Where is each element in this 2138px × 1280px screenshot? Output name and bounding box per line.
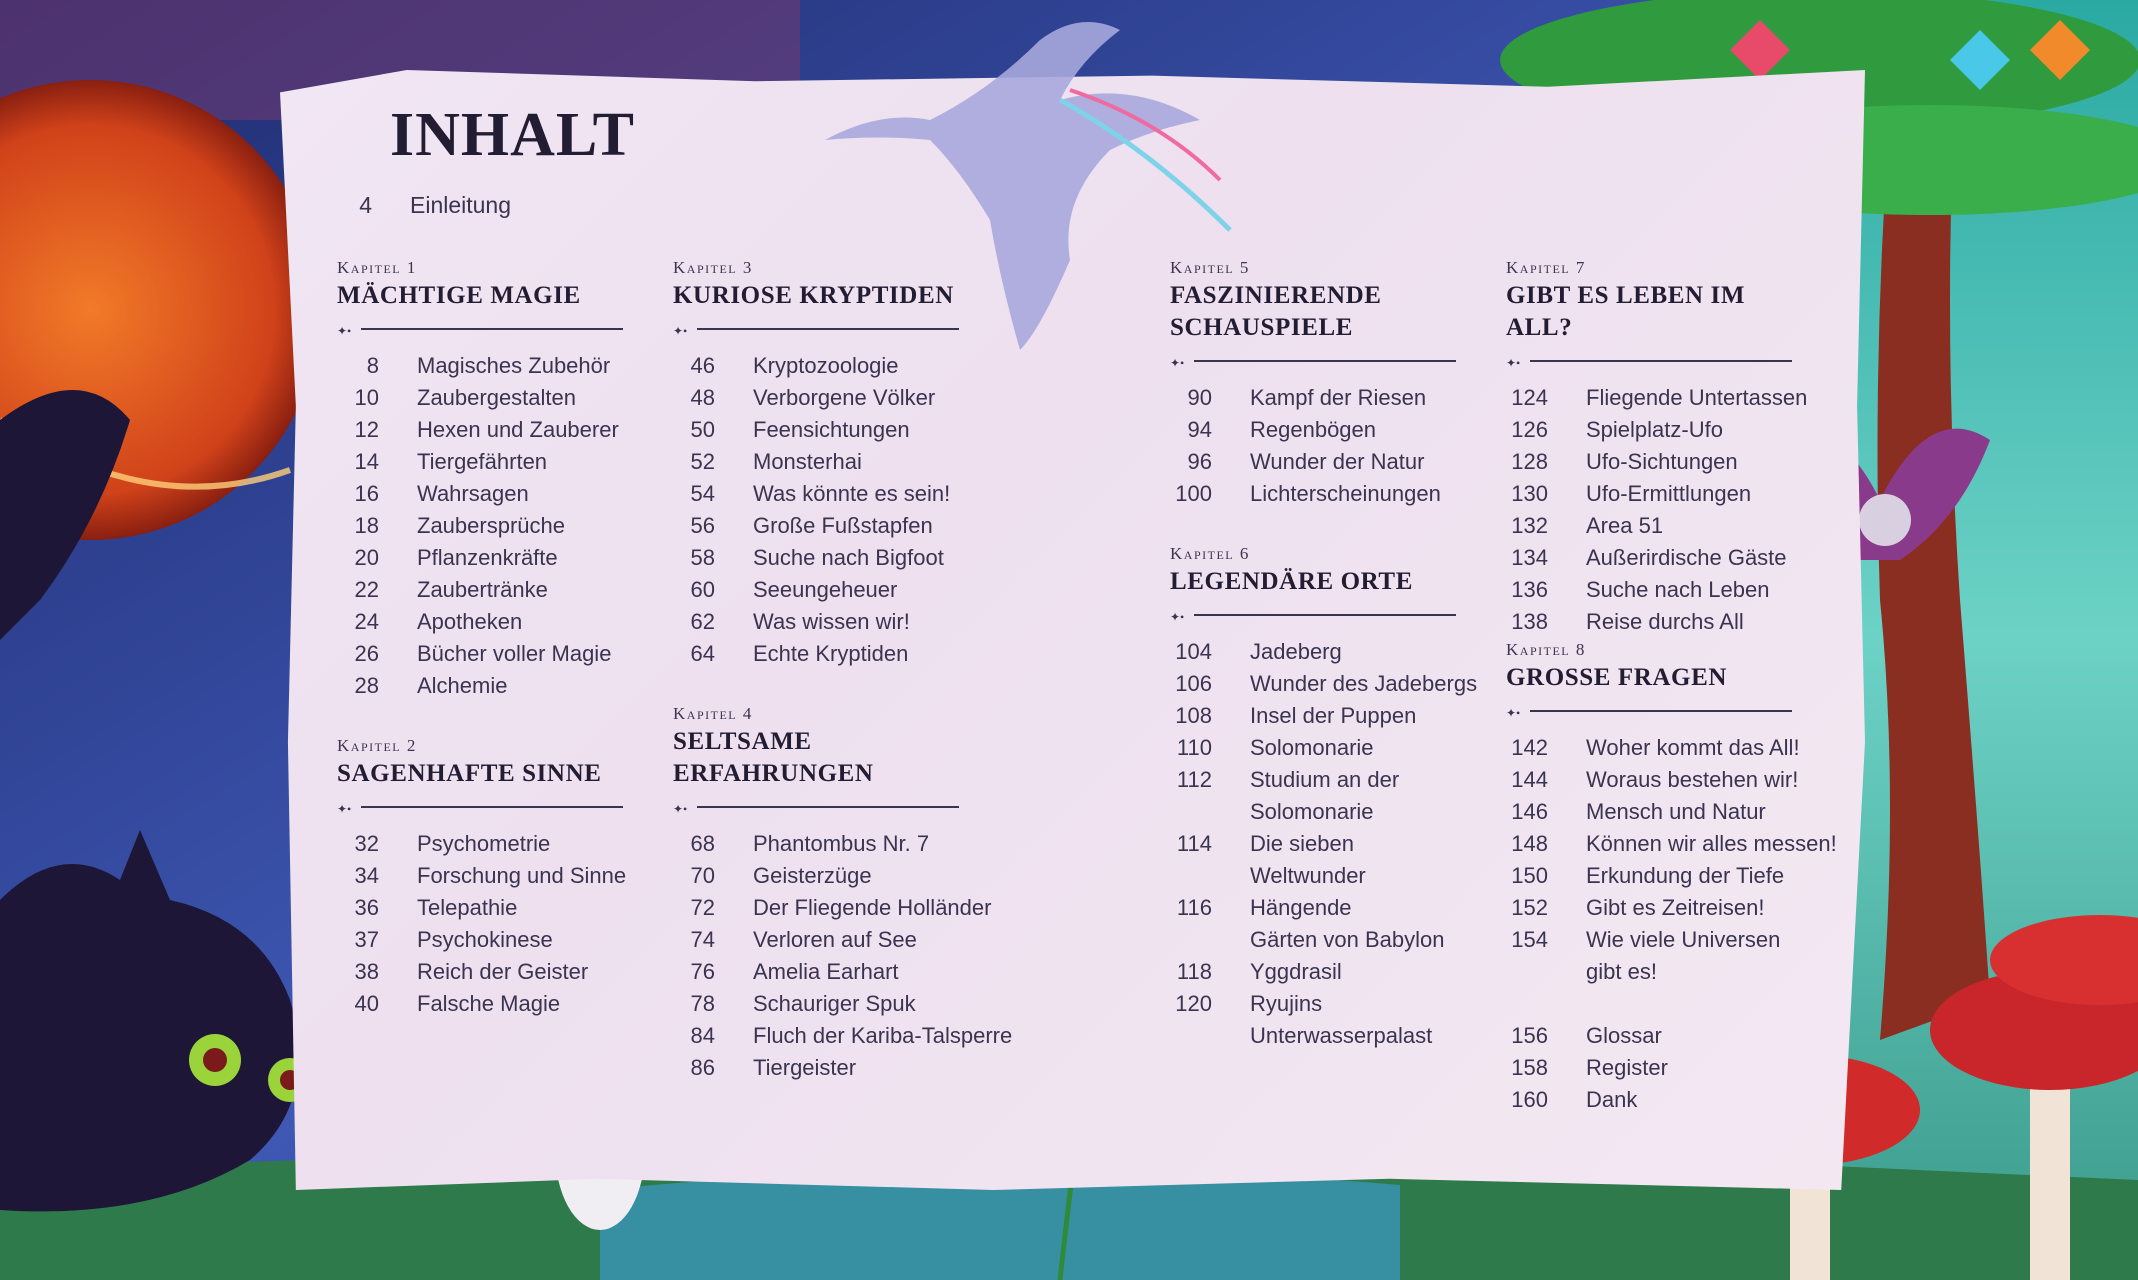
page-number (1170, 796, 1212, 828)
entry-label: Gärten von Babylon (1250, 927, 1445, 952)
entry-list (337, 350, 637, 702)
entry-label: Yggdrasil (1250, 959, 1342, 984)
entry-label: Alchemie (417, 673, 508, 698)
page-number: 72 (690, 895, 715, 920)
page-number (1170, 924, 1212, 956)
entry-label: Pflanzenkräfte (417, 545, 558, 570)
toc-entry[interactable] (1506, 478, 1806, 510)
toc-entry[interactable] (1170, 924, 1470, 956)
toc-entry[interactable] (337, 478, 637, 510)
page-number: 100 (1175, 481, 1212, 506)
page-number: 70 (690, 863, 715, 888)
entry-label: Einleitung (410, 192, 512, 218)
page-number: 108 (1175, 703, 1212, 728)
page-number: 37 (354, 927, 379, 952)
entry-label: Weltwunder (1250, 863, 1366, 888)
toc-entry[interactable] (673, 924, 973, 956)
toc-entry[interactable] (337, 606, 637, 638)
page-number: 134 (1511, 545, 1548, 570)
entry-label: Ryujins (1250, 991, 1323, 1016)
entry-label: Monsterhai (753, 449, 862, 474)
entry-label: Solomonarie (1250, 799, 1374, 824)
entry-label: Tiergeister (753, 1055, 857, 1080)
entry-label: Woraus bestehen wir! (1586, 767, 1799, 792)
chapter-2 (337, 736, 637, 1020)
entry-label: Wunder des Jadebergs (1250, 671, 1478, 696)
entry-label: Telepathie (417, 895, 518, 920)
toc-entry[interactable] (337, 350, 637, 382)
page-number: 146 (1511, 799, 1548, 824)
entry-label: Zaubergestalten (417, 385, 576, 410)
toc-entry[interactable] (1506, 606, 1806, 638)
toc-column-2 (673, 258, 973, 670)
toc-entry[interactable] (337, 510, 637, 542)
entry-list (1506, 732, 1837, 988)
entry-label: Forschung und Sinne (417, 863, 627, 888)
entry-label: Lichterscheinungen (1250, 481, 1441, 506)
entry-label: Große Fußstapfen (753, 513, 933, 538)
toc-entry[interactable] (337, 542, 637, 574)
toc-entry[interactable] (1506, 860, 1806, 892)
svg-text:✦•: ✦• (337, 324, 352, 338)
entry-label: Glossar (1586, 1023, 1662, 1048)
page-number: 8 (366, 353, 379, 378)
toc-entry[interactable] (1506, 542, 1806, 574)
entry-label: Tiergefährten (417, 449, 548, 474)
page-number: 76 (690, 959, 715, 984)
toc-column-3 (1170, 258, 1470, 510)
toc-entry[interactable] (1506, 796, 1806, 828)
entry-label: Reich der Geister (417, 959, 589, 984)
page-number (1170, 1020, 1212, 1052)
entry-label: Der Fliegende Holländer (753, 895, 992, 920)
page-number: 148 (1511, 831, 1548, 856)
entry-label: Magisches Zubehör (417, 353, 611, 378)
page-number: 40 (354, 991, 379, 1016)
page-number: 142 (1511, 735, 1548, 760)
chapter-7 (1506, 258, 1806, 638)
toc-column-4b (1506, 640, 1837, 1116)
entry-list (1170, 382, 1470, 510)
toc-entry[interactable] (337, 988, 637, 1020)
entry-list (1170, 636, 1478, 1052)
entry-label: Mensch und Natur (1586, 799, 1766, 824)
chapter-label: Kapitel 7 (1506, 258, 1586, 277)
chapter-4 (673, 704, 1013, 1084)
entry-label: Apotheken (417, 609, 523, 634)
page-number: 24 (354, 609, 379, 634)
entry-label: Amelia Earhart (753, 959, 899, 984)
toc-entry[interactable] (673, 350, 973, 382)
svg-text:✦•: ✦• (1170, 610, 1185, 624)
page-number: 118 (1176, 959, 1212, 984)
page-number: 78 (690, 991, 715, 1016)
page-number: 28 (354, 673, 379, 698)
toc-entry[interactable] (1506, 414, 1806, 446)
page-number: 22 (354, 577, 379, 602)
intro-entry[interactable] (330, 192, 511, 219)
toc-entry[interactable] (1506, 732, 1806, 764)
entry-label: Was könnte es sein! (753, 481, 951, 506)
entry-label: Studium an der (1250, 767, 1400, 792)
page-number: 112 (1176, 767, 1212, 792)
entry-label: Feensichtungen (753, 417, 910, 442)
page-number: 154 (1511, 927, 1548, 952)
entry-list (1506, 382, 1806, 638)
svg-text:✦•: ✦• (1506, 356, 1521, 370)
page-number: 130 (1511, 481, 1548, 506)
entry-label: Echte Kryptiden (753, 641, 909, 666)
page-number: 106 (1175, 671, 1212, 696)
page-number: 156 (1511, 1023, 1548, 1048)
chapter-label: Kapitel 6 (1170, 544, 1250, 563)
toc-entry[interactable] (1170, 446, 1470, 478)
entry-label: gibt es! (1586, 959, 1657, 984)
entry-label: Zaubertränke (417, 577, 548, 602)
page-number: 152 (1511, 895, 1548, 920)
chapter-title: GIBT ES LEBEN IM ALL? (1506, 282, 1746, 341)
toc-entry[interactable] (1170, 382, 1470, 414)
toc-entry[interactable] (1170, 668, 1478, 700)
page-number: 90 (1187, 385, 1212, 410)
page-number: 64 (690, 641, 715, 666)
page-number: 138 (1511, 609, 1548, 634)
entry-label: Spielplatz-Ufo (1586, 417, 1723, 442)
entry-label: Seeungeheuer (753, 577, 898, 602)
page-number: 20 (354, 545, 379, 570)
entry-label: Erkundung der Tiefe (1586, 863, 1785, 888)
svg-text:✦•: ✦• (337, 802, 352, 816)
entry-label: Reise durchs All (1586, 609, 1744, 634)
entry-list (337, 828, 637, 1020)
toc-entry[interactable] (337, 956, 637, 988)
page-number: 26 (354, 641, 379, 666)
entry-label: Unterwasserpalast (1250, 1023, 1433, 1048)
page-number: 114 (1176, 831, 1212, 856)
page-number: 150 (1511, 863, 1548, 888)
svg-text:✦•: ✦• (1170, 356, 1185, 370)
toc-entry[interactable] (1170, 988, 1470, 1020)
toc-entry[interactable] (673, 1052, 973, 1084)
entry-label: Zaubersprüche (417, 513, 565, 538)
toc-column-4 (1506, 258, 1806, 638)
toc-entry[interactable] (1506, 446, 1806, 478)
chapter-label: Kapitel 8 (1506, 640, 1586, 659)
page-number: 124 (1511, 385, 1548, 410)
page-number: 4 (359, 192, 372, 218)
page-number: 56 (690, 513, 715, 538)
page-number: 52 (690, 449, 715, 474)
toc-column-1b (337, 736, 637, 1020)
page-number: 34 (354, 863, 379, 888)
toc-entry[interactable] (1170, 1020, 1470, 1052)
chapter-title: FASZINIERENDE (1170, 282, 1382, 309)
page-number: 36 (354, 895, 379, 920)
entry-label: Verborgene Völker (753, 385, 936, 410)
entry-label: Phantombus Nr. 7 (753, 831, 930, 856)
page-title: INHALT (390, 101, 635, 169)
page-number: 132 (1511, 513, 1548, 538)
chapter-label: Kapitel 2 (337, 736, 417, 755)
entry-label: Können wir alles messen! (1586, 831, 1837, 856)
entry-label: Verloren auf See (753, 927, 917, 952)
toc-entry[interactable] (673, 606, 973, 638)
entry-label: Hexen und Zauberer (417, 417, 619, 442)
page-number: 144 (1511, 767, 1548, 792)
toc-entry[interactable] (1170, 764, 1470, 796)
entry-label: Regenbögen (1250, 417, 1377, 442)
toc-entry[interactable] (1170, 956, 1470, 988)
chapter-3 (673, 258, 973, 670)
entry-label: Fluch der Kariba-Talsperre (753, 1023, 1013, 1048)
chapter-title: SAGENHAFTE SINNE (337, 760, 602, 787)
chapter-title: KURIOSE KRYPTIDEN (673, 282, 954, 309)
page-number: 10 (354, 385, 379, 410)
ornament-divider (673, 796, 973, 818)
toc-column-1 (337, 258, 637, 702)
page-number: 12 (354, 417, 379, 442)
entry-label: Register (1586, 1055, 1668, 1080)
toc-column-2b (673, 704, 1013, 1084)
ornament-divider (1170, 604, 1470, 626)
page-number: 104 (1175, 639, 1212, 664)
entry-label: Psychokinese (417, 927, 553, 952)
entry-label: Hängende (1250, 895, 1352, 920)
entry-label: Gibt es Zeitreisen! (1586, 895, 1765, 920)
toc-entry[interactable] (337, 860, 637, 892)
ornament-divider (673, 318, 973, 340)
toc-entry[interactable] (1506, 764, 1806, 796)
entry-list (673, 828, 1013, 1084)
toc-entry[interactable] (673, 828, 973, 860)
appendix-list (1506, 1020, 1806, 1116)
page-number: 160 (1511, 1087, 1548, 1112)
toc-entry[interactable] (1170, 636, 1470, 668)
page-number: 94 (1187, 417, 1212, 442)
entry-label: Schauriger Spuk (753, 991, 916, 1016)
toc-entry[interactable] (673, 988, 973, 1020)
entry-label: Geisterzüge (753, 863, 872, 888)
ornament-divider (1506, 700, 1806, 722)
toc-entry[interactable] (1506, 924, 1806, 956)
page-number: 96 (1187, 449, 1212, 474)
toc-entry[interactable] (337, 574, 637, 606)
entry-label: Bücher voller Magie (417, 641, 612, 666)
toc-entry[interactable] (1170, 414, 1470, 446)
entry-label: Psychometrie (417, 831, 551, 856)
toc-entry[interactable] (1170, 796, 1470, 828)
toc-entry[interactable] (1506, 892, 1806, 924)
toc-entry[interactable] (1170, 828, 1470, 860)
page-number: 32 (354, 831, 379, 856)
page-number (1506, 956, 1548, 988)
entry-label: Kryptozoologie (753, 353, 899, 378)
entry-label: Falsche Magie (417, 991, 561, 1016)
toc-entry[interactable] (1506, 1084, 1806, 1116)
page-number: 14 (354, 449, 379, 474)
entry-label: Solomonarie (1250, 735, 1374, 760)
page-number: 62 (690, 609, 715, 634)
entry-label: Außerirdische Gäste (1586, 545, 1787, 570)
toc-entry[interactable] (337, 638, 637, 670)
toc-entry[interactable] (337, 892, 637, 924)
page-number: 116 (1176, 895, 1212, 920)
entry-label: Wunder der Natur (1250, 449, 1425, 474)
toc-entry[interactable] (673, 892, 992, 924)
toc-entry[interactable] (673, 860, 973, 892)
svg-text:✦•: ✦• (1506, 706, 1521, 720)
entry-label: Jadeberg (1250, 639, 1342, 664)
toc-entry[interactable] (337, 414, 637, 446)
toc-entry[interactable] (1506, 828, 1837, 860)
toc-entry[interactable] (1506, 382, 1806, 414)
entry-label: Wie viele Universen (1586, 927, 1781, 952)
entry-label: Die sieben (1250, 831, 1354, 856)
toc-entry[interactable] (673, 1020, 1013, 1052)
ornament-divider (337, 796, 637, 818)
chapter-title: GROSSE FRAGEN (1506, 664, 1728, 691)
page-number: 60 (690, 577, 715, 602)
entry-label: Ufo-Ermittlungen (1586, 481, 1752, 506)
page-number: 74 (690, 927, 715, 952)
page-number: 58 (690, 545, 715, 570)
entry-label: Area 51 (1586, 513, 1664, 538)
entry-label: Woher kommt das All! (1586, 735, 1800, 760)
entry-label: Insel der Puppen (1250, 703, 1417, 728)
toc-entry[interactable] (673, 956, 973, 988)
toc-entry[interactable] (673, 510, 973, 542)
ornament-divider (1170, 350, 1470, 372)
toc-entry[interactable] (673, 478, 973, 510)
page-number: 18 (354, 513, 379, 538)
chapter-label: Kapitel 4 (673, 704, 753, 723)
toc-entry[interactable] (1170, 892, 1470, 924)
entry-label: Suche nach Bigfoot (753, 545, 944, 570)
page-number: 110 (1176, 735, 1212, 760)
toc-entry[interactable] (1506, 1020, 1806, 1052)
toc-entry[interactable] (1170, 732, 1470, 764)
toc-entry[interactable] (1506, 510, 1806, 542)
entry-label: Kampf der Riesen (1250, 385, 1427, 410)
page-number: 16 (354, 481, 379, 506)
chapter-title: SELTSAME ERFAHRUNGEN (673, 728, 874, 787)
toc-column-3b (1170, 544, 1478, 1052)
chapter-label: Kapitel 3 (673, 258, 753, 277)
chapter-label: Kapitel 5 (1170, 258, 1250, 277)
page-number: 38 (354, 959, 379, 984)
page-number: 120 (1175, 991, 1212, 1016)
ornament-divider (1506, 350, 1806, 372)
toc-entry[interactable] (337, 382, 637, 414)
toc-entry[interactable] (1506, 956, 1806, 988)
chapter-title: LEGENDÄRE ORTE (1170, 568, 1413, 595)
page-number: 84 (690, 1023, 715, 1048)
toc-entry[interactable] (673, 382, 973, 414)
chapter-6 (1170, 544, 1478, 1052)
toc-entry[interactable] (1506, 574, 1806, 606)
toc-entry[interactable] (337, 828, 637, 860)
svg-text:✦•: ✦• (673, 802, 688, 816)
chapter-title-line-2: SCHAUSPIELE (1170, 314, 1354, 341)
page-number: 54 (690, 481, 715, 506)
toc-entry[interactable] (1170, 478, 1470, 510)
chapter-1 (337, 258, 637, 702)
toc-entry[interactable] (1506, 1052, 1806, 1084)
page-number (1170, 860, 1212, 892)
entry-label: Dank (1586, 1087, 1638, 1112)
chapter-label: Kapitel 1 (337, 258, 417, 277)
entry-label: Fliegende Untertassen (1586, 385, 1808, 410)
entry-list (673, 350, 973, 670)
entry-label: Wahrsagen (417, 481, 529, 506)
page-number: 48 (690, 385, 715, 410)
toc-entry[interactable] (337, 670, 637, 702)
toc-entry[interactable] (1170, 860, 1470, 892)
entry-label: Suche nach Leben (1586, 577, 1770, 602)
page-number: 126 (1511, 417, 1548, 442)
page-number: 46 (690, 353, 715, 378)
page-number: 136 (1511, 577, 1548, 602)
page-number: 158 (1511, 1055, 1548, 1080)
page-number: 86 (690, 1055, 715, 1080)
toc-entry[interactable] (337, 924, 637, 956)
page-number: 68 (690, 831, 715, 856)
svg-text:✦•: ✦• (673, 324, 688, 338)
page-number: 128 (1511, 449, 1548, 474)
chapter-8 (1506, 640, 1837, 1116)
toc-entry[interactable] (337, 446, 637, 478)
toc-entry[interactable] (673, 638, 973, 670)
toc-entry[interactable] (673, 574, 973, 606)
toc-entry[interactable] (673, 414, 973, 446)
toc-entry[interactable] (673, 542, 973, 574)
toc-entry[interactable] (673, 446, 973, 478)
chapter-title: MÄCHTIGE MAGIE (337, 282, 581, 309)
chapter-5 (1170, 258, 1470, 510)
entry-label: Ufo-Sichtungen (1586, 449, 1738, 474)
toc-entry[interactable] (1170, 700, 1470, 732)
entry-label: Was wissen wir! (753, 609, 910, 634)
ornament-divider (337, 318, 637, 340)
page-number: 50 (690, 417, 715, 442)
